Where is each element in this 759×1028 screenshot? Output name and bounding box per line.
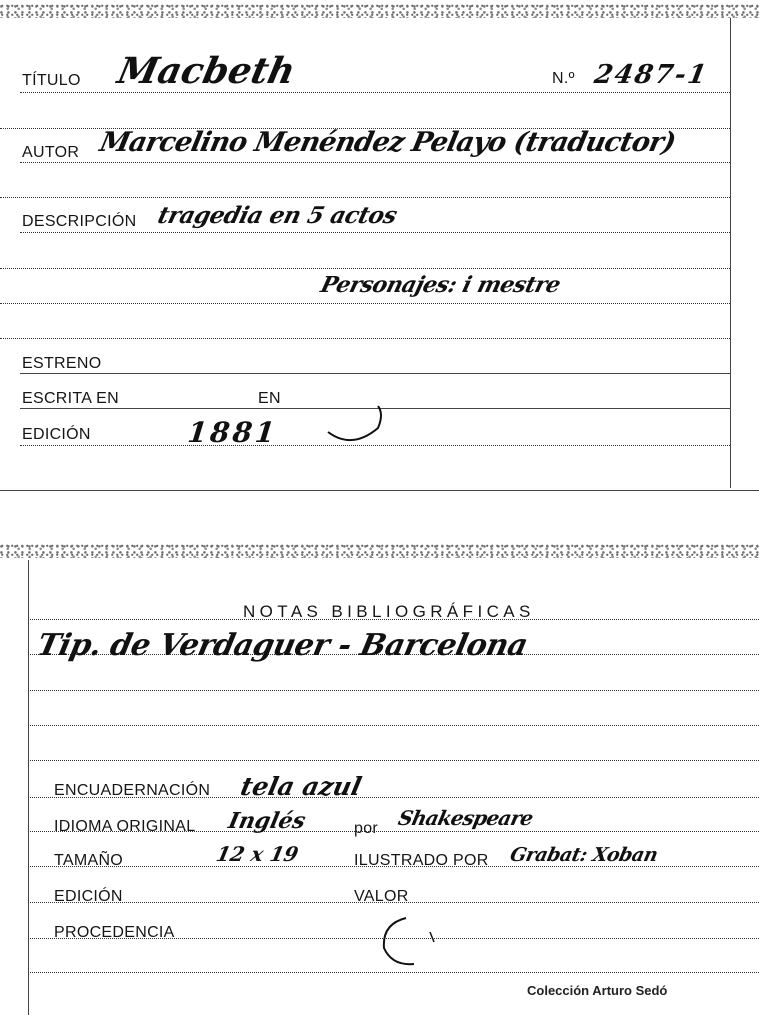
titulo-label: TÍTULO bbox=[22, 72, 81, 89]
rule-line bbox=[20, 162, 730, 163]
idioma-original-label: IDIOMA ORIGINAL bbox=[54, 818, 196, 835]
notas-bibliograficas-heading: NOTAS BIBLIOGRÁFICAS bbox=[243, 602, 535, 621]
ilustrado-por-label: ILUSTRADO POR bbox=[354, 852, 489, 869]
por-label: por bbox=[354, 820, 379, 837]
descripcion-value: tragedia en 5 actos bbox=[155, 202, 400, 229]
encuadernacion-value: tela azul bbox=[238, 772, 365, 801]
rule-line bbox=[28, 725, 759, 726]
numero-label: N.º bbox=[552, 70, 575, 87]
collection-credit: Colección Arturo Sedó bbox=[527, 983, 668, 998]
card-edge-speckle bbox=[0, 544, 759, 558]
notas-value: Tip. de Verdaguer - Barcelona bbox=[34, 628, 531, 663]
por-value: Shakespeare bbox=[396, 806, 536, 830]
rule-line bbox=[20, 373, 730, 374]
estreno-label: ESTRENO bbox=[22, 355, 102, 372]
rule-line bbox=[20, 232, 730, 233]
card-right-edge bbox=[730, 18, 731, 488]
rule-line bbox=[28, 972, 759, 973]
escrita-en-label: ESCRITA EN bbox=[22, 390, 119, 407]
valor-label: VALOR bbox=[354, 888, 409, 905]
descripcion-label: DESCRIPCIÓN bbox=[22, 213, 137, 230]
card-edge-speckle bbox=[0, 4, 759, 18]
circular-stamp-mark bbox=[322, 400, 388, 446]
titulo-value: Macbeth bbox=[114, 50, 299, 92]
rule-line bbox=[0, 303, 730, 304]
catalog-card-front bbox=[0, 0, 759, 500]
edicion-label-2: EDICIÓN bbox=[54, 888, 123, 905]
rule-line bbox=[0, 268, 730, 269]
rule-line bbox=[0, 197, 730, 198]
rule-line bbox=[28, 760, 759, 761]
encuadernacion-label: ENCUADERNACIÓN bbox=[54, 782, 211, 799]
circular-stamp-mark bbox=[378, 912, 440, 970]
idioma-original-value: Inglés bbox=[226, 808, 308, 834]
tamano-label: TAMAÑO bbox=[54, 852, 124, 869]
edicion-value: 1881 bbox=[186, 416, 280, 449]
card-bottom-edge bbox=[0, 490, 759, 491]
en-label: EN bbox=[258, 390, 281, 407]
rule-line bbox=[0, 338, 730, 339]
ilustrado-por-value: Grabat: Xoban bbox=[508, 844, 660, 866]
autor-label: AUTOR bbox=[22, 144, 80, 161]
procedencia-label: PROCEDENCIA bbox=[54, 924, 175, 941]
numero-value: 2487-1 bbox=[592, 60, 711, 90]
rule-line bbox=[20, 92, 730, 93]
tamano-value: 12 x 19 bbox=[214, 842, 301, 866]
edicion-label: EDICIÓN bbox=[22, 426, 91, 443]
rule-line bbox=[28, 690, 759, 691]
autor-value: Marcelino Menéndez Pelayo (traductor) bbox=[97, 127, 679, 158]
card-left-edge bbox=[28, 560, 29, 1015]
descripcion-value-line2: Personajes: i mestre bbox=[318, 272, 563, 298]
